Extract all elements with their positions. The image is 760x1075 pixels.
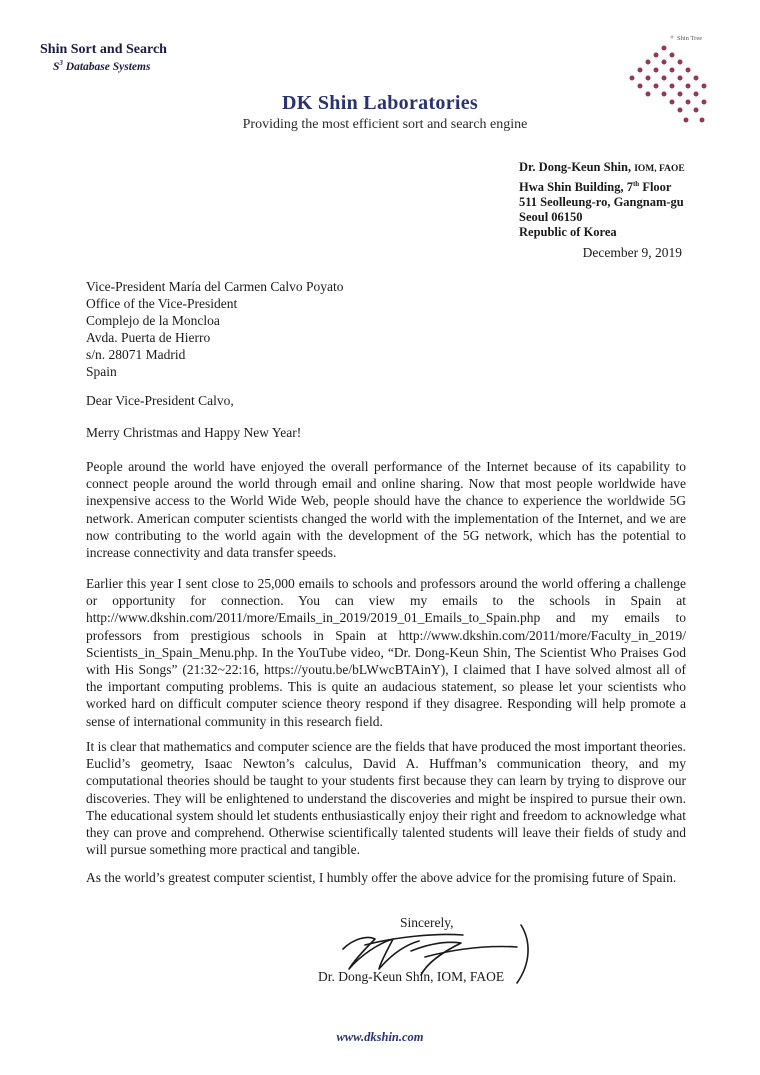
recipient-line: Vice-President María del Carmen Calvo Poyato bbox=[86, 279, 344, 294]
recipient-line: Complejo de la Moncloa bbox=[86, 313, 220, 328]
logo-label: Shin Tree bbox=[677, 35, 703, 42]
sender-building: Hwa Shin Building, 7 bbox=[519, 180, 633, 195]
footer-website: www.dkshin.com bbox=[336, 1030, 424, 1044]
recipient-line: Avda. Puerta de Hierro bbox=[86, 330, 211, 345]
recipient-line: s/n. 28071 Madrid bbox=[86, 347, 186, 362]
shin-tree-logo-icon bbox=[620, 30, 720, 130]
sender-address bbox=[519, 160, 685, 240]
letter-date: December 9, 2019 bbox=[582, 245, 682, 260]
salutation: Dear Vice-President Calvo, bbox=[86, 393, 234, 408]
sender-floor-suffix: th bbox=[632, 180, 640, 188]
sender-street: 511 Seolleung-ro, Gangnam-gu bbox=[519, 195, 684, 210]
recipient-address bbox=[86, 278, 344, 380]
brand-sub-letter: S bbox=[53, 60, 60, 73]
lab-tagline: Providing the most efficient sort and search engine bbox=[242, 117, 528, 132]
signer-name: Dr. Dong-Keun Shin, IOM, FAOE bbox=[318, 969, 505, 984]
brand-sub-exponent: 3 bbox=[59, 59, 63, 67]
brand-subtitle bbox=[53, 59, 150, 73]
sender-building-line bbox=[519, 177, 685, 195]
body-paragraph-3: It is clear that mathematics and computer science are the fields that have produced the most important theories. Euclid’s geometry, Isaac Newton’s calculus, David A. Huffman’s communication theory, and my computational theories should be taught to your students first because they can learn by trying to disprove our discoveries. They will be enlightened to understand the discoveries and might be inspired to pursue their own. The educational system should let students enthusiastically enjoy their right and freedom to acknowledge what they can prove and comprehend. Otherwise scientifically talented students will leave their fields of study and will pursue something more practical and tangible. bbox=[86, 739, 686, 858]
closing: Sincerely, bbox=[400, 915, 454, 930]
body-paragraph-4: As the world’s greatest computer scientist, I humbly offer the above advice for the promising future of Spain. bbox=[86, 870, 677, 885]
recipient-line: Office of the Vice-President bbox=[86, 296, 238, 311]
sender-country: Republic of Korea bbox=[519, 225, 617, 240]
sender-honors: IOM, FAOE bbox=[634, 164, 685, 174]
lab-title: DK Shin Laboratories bbox=[281, 92, 479, 114]
brand-name: Shin Sort and Search bbox=[40, 42, 167, 57]
body-paragraph-2: Earlier this year I sent close to 25,000 emails to schools and professors around the world offering a challenge or opportunity for connection. You can view my emails to the schools in Spain at http://www.dkshin.com/2011/more/Emails_in_2019/2019_01_Emails_to_Spain.php and my emails to professors from prestigious schools in Spain at http://www.dkshin.com/2011/more/Faculty_in_2019/ Scientists_in_Spain_Menu.php. In the YouTube video, “Dr. Dong-Keun Shin, The Scientist Who Praises God with His Songs” (21:32~22:16, https://youtu.be/bLWwcBTAinY), I claimed that I have solved almost all of the important computing problems. This is quite an audacious statement, so please let your scientists who worked hard on difficult computer science theory respond if they disagree. Responding will help promote a sense of international community in this research field. bbox=[86, 576, 686, 729]
recipient-line: Spain bbox=[86, 364, 117, 379]
brand-sub-text: Database Systems bbox=[62, 60, 151, 73]
body-paragraph-1: People around the world have enjoyed the overall performance of the Internet because of its capability to connect people around the world through email and online sharing. Now that most people worldwide have inexpensive access to the World Wide Web, people should have the chance to experience the worldwide 5G network. American computer scientists changed the world with the implementation of the Internet, and we are now contributing to the world again with the development of the 5G network, which has the potential to increase connectivity and data transfer speeds. bbox=[86, 459, 686, 561]
sender-city: Seoul 06150 bbox=[519, 210, 583, 225]
greeting: Merry Christmas and Happy New Year! bbox=[86, 425, 302, 440]
sender-floor: Floor bbox=[639, 180, 672, 195]
sender-name-line bbox=[519, 160, 685, 177]
sender-name: Dr. Dong-Keun Shin, bbox=[519, 160, 635, 174]
